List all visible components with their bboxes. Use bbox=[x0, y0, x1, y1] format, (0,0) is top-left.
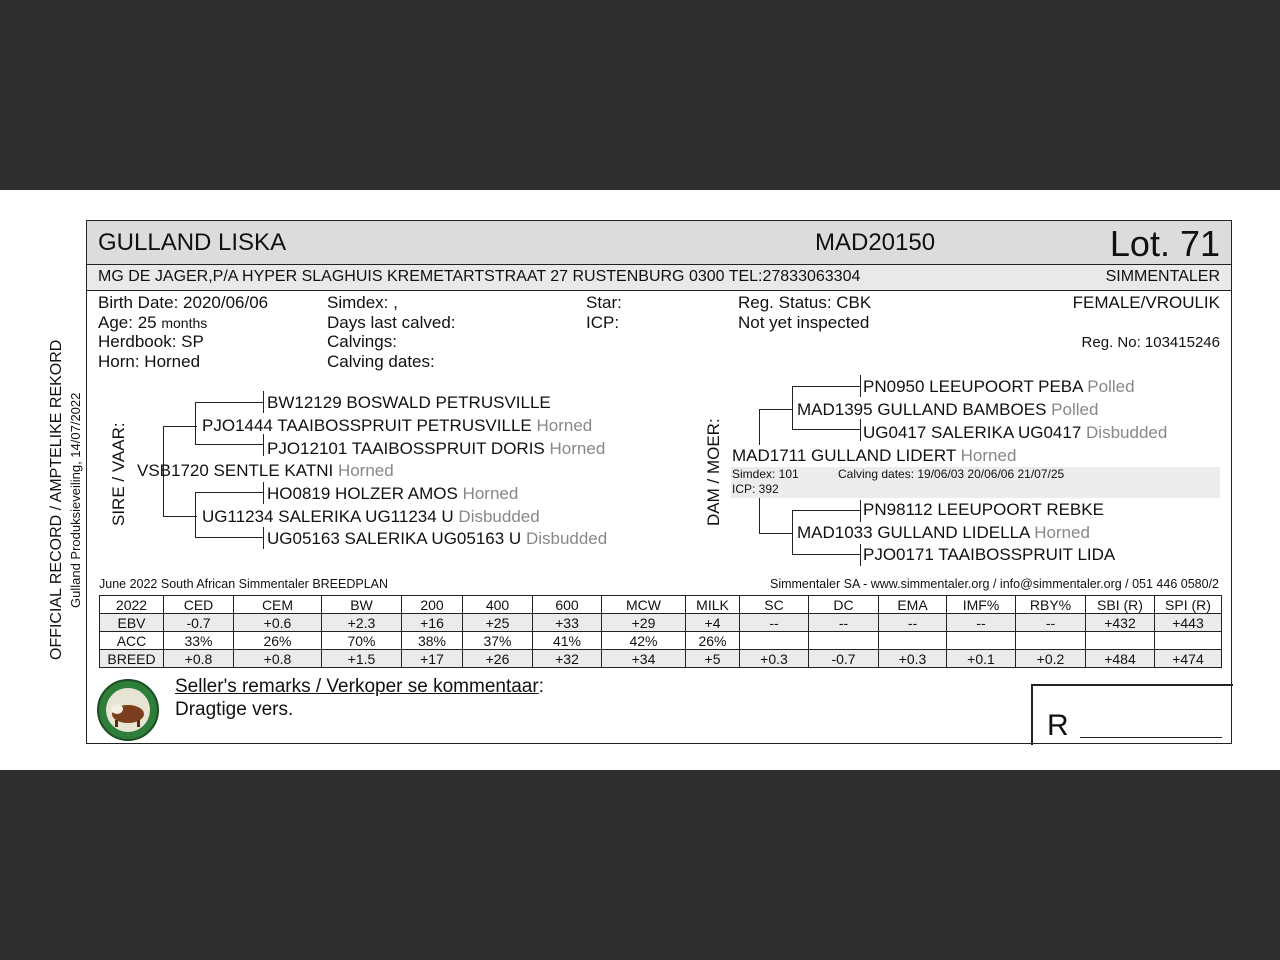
sire bbox=[137, 461, 394, 481]
sale-sheet bbox=[0, 190, 1280, 770]
table-cell: 26% bbox=[686, 632, 740, 650]
sire-sire bbox=[202, 416, 592, 436]
simmentaler-logo bbox=[97, 679, 159, 741]
table-cell: BW bbox=[322, 596, 402, 614]
horn-type: Disbudded bbox=[525, 529, 608, 548]
horn-type: Horned bbox=[549, 439, 606, 458]
table-cell bbox=[740, 632, 809, 650]
table-cell: -- bbox=[1016, 614, 1086, 632]
table-cell bbox=[1086, 632, 1155, 650]
horn-type: Horned bbox=[1034, 523, 1090, 542]
table-cell: +29 bbox=[602, 614, 686, 632]
price-field[interactable] bbox=[1080, 737, 1222, 738]
table-cell bbox=[879, 632, 947, 650]
owner-bar bbox=[87, 265, 1231, 291]
horn-type: Horned bbox=[337, 461, 394, 480]
table-cell: +0.2 bbox=[1016, 650, 1086, 668]
star: Star: bbox=[586, 293, 622, 312]
table-cell: +0.8 bbox=[164, 650, 234, 668]
herdbook: Herdbook: SP bbox=[98, 332, 204, 351]
calvings: Calvings: bbox=[327, 332, 397, 351]
table-cell: SC bbox=[740, 596, 809, 614]
ebv-row bbox=[100, 614, 1222, 632]
dam-dam bbox=[797, 523, 1090, 543]
pedigree-name: MAD1711 GULLAND LIDERT bbox=[732, 446, 956, 465]
sire-label: SIRE / VAAR: bbox=[109, 422, 128, 526]
table-cell: +474 bbox=[1155, 650, 1222, 668]
inspection-status: Not yet inspected bbox=[738, 313, 870, 332]
table-cell: +4 bbox=[686, 614, 740, 632]
sire-dam-sire bbox=[267, 484, 518, 504]
pedigree-name: PN0950 LEEUPOORT PEBA bbox=[863, 377, 1083, 396]
table-cell: -- bbox=[879, 614, 947, 632]
lot-number: Lot. 71 bbox=[1109, 223, 1220, 264]
horn-type: Horned bbox=[536, 416, 593, 435]
table-cell: -- bbox=[947, 614, 1016, 632]
table-cell: MCW bbox=[602, 596, 686, 614]
table-cell: 200 bbox=[402, 596, 463, 614]
dam-sire-dam bbox=[863, 423, 1167, 443]
dam-dam-dam bbox=[863, 545, 1115, 565]
price-label: R bbox=[1047, 709, 1069, 742]
pedigree-name: UG05163 SALERIKA UG05163 U bbox=[267, 529, 522, 548]
age-value: Age: 25 bbox=[98, 313, 157, 332]
table-cell: 400 bbox=[463, 596, 533, 614]
dam bbox=[732, 446, 1016, 466]
pedigree-name: PN98112 LEEUPOORT REBKE bbox=[863, 500, 1104, 519]
table-cell: -- bbox=[740, 614, 809, 632]
sire-sire-sire bbox=[267, 393, 551, 413]
table-cell: 41% bbox=[533, 632, 602, 650]
official-record-caption: OFFICIAL RECORD / AMPTELIKE REKORD bbox=[48, 339, 65, 660]
table-cell bbox=[1155, 632, 1222, 650]
table-cell: SPI (R) bbox=[1155, 596, 1222, 614]
dam-sire bbox=[797, 400, 1098, 420]
row-label: 2022 bbox=[100, 596, 164, 614]
table-cell: EMA bbox=[879, 596, 947, 614]
table-cell: 33% bbox=[164, 632, 234, 650]
age-unit: months bbox=[161, 315, 208, 331]
table-cell: +2.3 bbox=[322, 614, 402, 632]
pedigree-name: HO0819 HOLZER AMOS bbox=[267, 484, 458, 503]
table-cell: +0.8 bbox=[234, 650, 322, 668]
icp: ICP: bbox=[586, 313, 620, 332]
horn-type: Disbudded bbox=[458, 507, 540, 526]
table-cell: +33 bbox=[533, 614, 602, 632]
table-cell: +0.3 bbox=[879, 650, 947, 668]
table-cell: MILK bbox=[686, 596, 740, 614]
owner-address: MG DE JAGER,P/A HYPER SLAGHUIS KREMETARTSTRAAT 27 RUSTENBURG 0300 TEL:27833063304 bbox=[98, 268, 861, 285]
horn-type: Horned bbox=[960, 446, 1017, 465]
reg-status: Reg. Status: CBK bbox=[738, 293, 872, 312]
remarks-colon: : bbox=[538, 676, 544, 697]
table-cell: 37% bbox=[463, 632, 533, 650]
table-cell: DC bbox=[809, 596, 879, 614]
table-cell: 42% bbox=[602, 632, 686, 650]
table-cell: -- bbox=[809, 614, 879, 632]
pedigree-name: UG0417 SALERIKA UG0417 bbox=[863, 423, 1082, 442]
registration-code: MAD20150 bbox=[815, 229, 936, 256]
pedigree-name: PJO12101 TAAIBOSSPRUIT DORIS bbox=[267, 439, 545, 458]
table-cell: IMF% bbox=[947, 596, 1016, 614]
table-cell: 600 bbox=[533, 596, 602, 614]
row-label: EBV bbox=[100, 614, 164, 632]
pedigree-name: UG11234 SALERIKA UG11234 U bbox=[202, 507, 454, 526]
title-bar bbox=[87, 221, 1231, 265]
table-cell: +17 bbox=[402, 650, 463, 668]
table-cell: +25 bbox=[463, 614, 533, 632]
horn-type: Polled bbox=[1051, 400, 1099, 419]
dam-simdex: Simdex: 101 bbox=[732, 467, 799, 481]
table-cell: +5 bbox=[686, 650, 740, 668]
table-cell: +432 bbox=[1086, 614, 1155, 632]
pedigree-name: PJO1444 TAAIBOSSPRUIT PETRUSVILLE bbox=[202, 416, 532, 435]
dam-label: DAM / MOER: bbox=[704, 418, 723, 526]
remarks-text: Dragtige vers. bbox=[175, 699, 294, 720]
table-header-row bbox=[100, 596, 1222, 614]
dam-calving-dates: Calving dates: 19/06/03 20/06/06 21/07/25 bbox=[838, 467, 1065, 481]
table-cell: -0.7 bbox=[164, 614, 234, 632]
table-cell: +0.3 bbox=[740, 650, 809, 668]
table-cell: SBI (R) bbox=[1086, 596, 1155, 614]
sale-caption: Gulland Produksieveiling, 14/07/2022 bbox=[68, 392, 83, 608]
breed-name: SIMMENTALER bbox=[1105, 268, 1220, 285]
dam-dam-sire bbox=[863, 500, 1104, 520]
table-cell: RBY% bbox=[1016, 596, 1086, 614]
table-cell: +26 bbox=[463, 650, 533, 668]
remarks-heading bbox=[175, 676, 544, 698]
dam-icp: ICP: 392 bbox=[732, 482, 779, 496]
horn-type: Horned bbox=[462, 484, 519, 503]
table-cell: +1.5 bbox=[322, 650, 402, 668]
pedigree-name: MAD1033 GULLAND LIDELLA bbox=[797, 523, 1030, 542]
horn-type: Polled bbox=[1087, 377, 1135, 396]
pedigree-name: BW12129 BOSWALD PETRUSVILLE bbox=[267, 393, 551, 412]
table-cell: +32 bbox=[533, 650, 602, 668]
row-label: ACC bbox=[100, 632, 164, 650]
table-cell: +34 bbox=[602, 650, 686, 668]
table-cell: -0.7 bbox=[809, 650, 879, 668]
table-cell: 38% bbox=[402, 632, 463, 650]
days-last-calved: Days last calved: bbox=[327, 313, 456, 332]
table-cell: +0.6 bbox=[234, 614, 322, 632]
table-cell: +443 bbox=[1155, 614, 1222, 632]
birth-date: Birth Date: 2020/06/06 bbox=[98, 293, 269, 312]
animal-card bbox=[86, 220, 1232, 744]
pedigree-name: MAD1395 GULLAND BAMBOES bbox=[797, 400, 1047, 419]
table-cell bbox=[1016, 632, 1086, 650]
table-cell bbox=[809, 632, 879, 650]
table-cell: +484 bbox=[1086, 650, 1155, 668]
sire-dam bbox=[202, 507, 540, 527]
dam-details-box bbox=[731, 467, 1220, 498]
table-cell: 70% bbox=[322, 632, 402, 650]
reg-number: Reg. No: 103415246 bbox=[1081, 334, 1220, 351]
horn-status: Horn: Horned bbox=[98, 352, 201, 371]
calving-dates: Calving dates: bbox=[327, 352, 435, 371]
remarks-title: Seller's remarks / Verkoper se kommentaar bbox=[175, 676, 539, 697]
simdex: Simdex: , bbox=[327, 293, 398, 312]
pedigree-name: PJO0171 TAAIBOSSPRUIT LIDA bbox=[863, 545, 1116, 564]
sire-sire-dam bbox=[267, 439, 605, 459]
horn-type: Disbudded bbox=[1086, 423, 1168, 442]
dam-sire-sire bbox=[863, 377, 1135, 397]
breedplan-contact: Simmentaler SA - www.simmentaler.org / info@simmentaler.org / 051 446 0580/2 bbox=[769, 577, 1219, 591]
age bbox=[98, 313, 207, 333]
sire-dam-dam bbox=[267, 529, 607, 549]
breedplan-title: June 2022 South African Simmentaler BREEDPLAN bbox=[99, 577, 389, 591]
table-cell: +16 bbox=[402, 614, 463, 632]
table-cell: 26% bbox=[234, 632, 322, 650]
table-cell: CED bbox=[164, 596, 234, 614]
table-cell: CEM bbox=[234, 596, 322, 614]
breedplan-table bbox=[99, 595, 1222, 668]
table-cell bbox=[947, 632, 1016, 650]
acc-row bbox=[100, 632, 1222, 650]
breed-row bbox=[100, 650, 1222, 668]
animal-name: GULLAND LISKA bbox=[98, 229, 287, 256]
sex: FEMALE/VROULIK bbox=[1072, 293, 1220, 312]
pedigree-name: VSB1720 SENTLE KATNI bbox=[137, 461, 334, 480]
row-label: BREED bbox=[100, 650, 164, 668]
table-cell: +0.1 bbox=[947, 650, 1016, 668]
